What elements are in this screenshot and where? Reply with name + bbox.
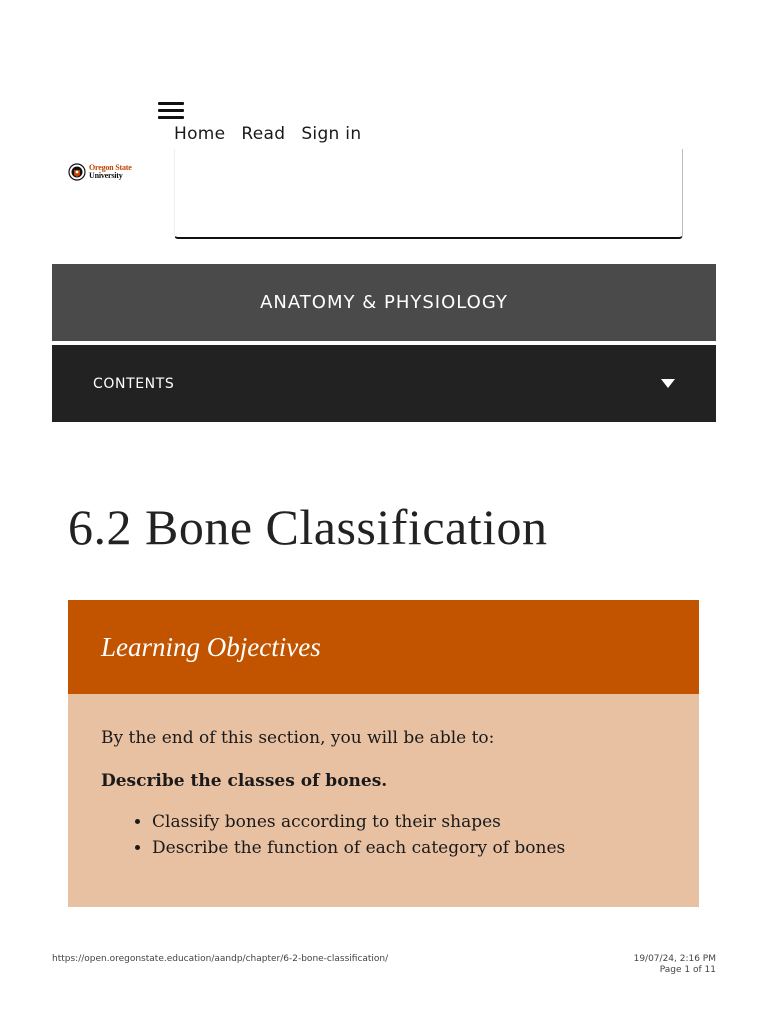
read-link[interactable]: Read [241, 124, 286, 144]
objectives-goal: Describe the classes of bones. [101, 771, 388, 791]
hamburger-line [158, 109, 184, 112]
university-logo[interactable] [68, 162, 132, 182]
search-input[interactable] [175, 149, 682, 237]
page-title: 6.2 Bone Classification [68, 499, 548, 555]
logo-line-2: University [89, 171, 123, 180]
logo-wordmark [89, 164, 132, 180]
logo-line-1: Oregon State [89, 163, 132, 172]
learning-objectives-box [68, 600, 699, 907]
home-link[interactable]: Home [174, 124, 226, 144]
book-title-bar[interactable] [52, 264, 716, 341]
footer-page-info: Page 1 of 11 [659, 965, 716, 975]
hamburger-line [158, 116, 184, 119]
list-item: • Describe the function of each category of bones [152, 835, 666, 861]
contents-label: CONTENTS [93, 375, 175, 392]
list-item: • Classify bones according to their shapes [152, 809, 666, 835]
learning-objectives-heading: Learning Objectives [101, 631, 321, 662]
learning-objectives-body [68, 694, 699, 861]
objectives-intro: By the end of this section, you will be able to: [101, 728, 495, 748]
search-box[interactable] [174, 149, 683, 239]
footer-url: https://open.oregonstate.education/aandp/chapter/6-2-bone-classification/ [52, 954, 389, 964]
caret-down-icon [661, 379, 675, 388]
osu-emblem-icon [68, 162, 86, 182]
hamburger-line [158, 102, 184, 105]
contents-toggle[interactable] [52, 345, 716, 422]
footer-meta [634, 954, 716, 976]
learning-objectives-header [68, 600, 699, 694]
footer-timestamp: 19/07/24, 2:16 PM [633, 954, 716, 964]
top-nav [174, 124, 361, 144]
objectives-list [101, 809, 666, 861]
hamburger-menu-icon[interactable] [158, 102, 184, 120]
book-title[interactable]: ANATOMY & PHYSIOLOGY [260, 292, 508, 313]
sign-in-link[interactable]: Sign in [301, 124, 362, 144]
